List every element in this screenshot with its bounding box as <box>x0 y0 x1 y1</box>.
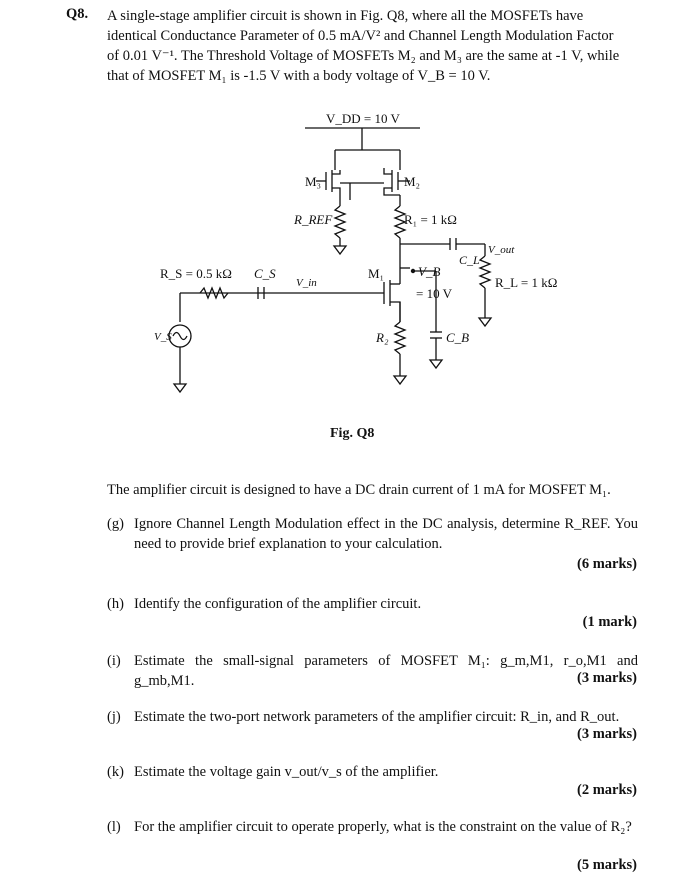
part-label: (j) <box>107 709 121 725</box>
lead-text: The amplifier circuit is designed to have a DC drain current of 1 mA for MOSFET M₁. <box>107 482 611 498</box>
part-label: (k) <box>107 764 124 780</box>
label-r1: R₁ = 1 kΩ <box>404 212 457 227</box>
part-label: (h) <box>107 596 124 612</box>
part-text: Estimate the small-signal parameters of MOSFET M₁: g_m,M1, r_o,M1 and g_mb,M1. <box>134 653 638 689</box>
label-m1: M₁ <box>368 266 385 281</box>
intro-line-3: of 0.01 V⁻¹. The Threshold Voltage of MOSFETs M₂ and M₃ are the same at -1 V, while <box>107 48 620 64</box>
label-m3: M₃ <box>305 174 322 189</box>
label-r2: R₂ <box>376 330 389 345</box>
part-j <box>107 707 638 727</box>
figure-caption: Fig. Q8 <box>330 426 375 441</box>
part-text: Estimate the voltage gain v_out/v_s of the amplifier. <box>134 764 439 780</box>
part-i <box>107 651 638 691</box>
label-rref: R_REF <box>294 212 333 227</box>
part-marks: (5 marks) <box>576 857 637 873</box>
label-vs: V_S <box>154 331 172 343</box>
label-rs: R_S = 0.5 kΩ <box>160 266 232 281</box>
part-marks: (2 marks) <box>576 782 637 798</box>
part-marks: (1 mark) <box>582 614 637 630</box>
part-label: (i) <box>107 653 121 669</box>
label-vb: V_B <box>418 264 441 279</box>
label-m2: M₂ <box>404 174 421 189</box>
part-g <box>107 514 638 554</box>
part-l <box>107 817 638 837</box>
label-vin: V_in <box>296 277 317 289</box>
label-cs: C_S <box>254 266 276 281</box>
label-cb: C_B <box>446 330 470 345</box>
label-rl: R_L = 1 kΩ <box>495 275 558 290</box>
part-label: (l) <box>107 819 121 835</box>
label-vdd: V_DD = 10 V <box>326 111 400 126</box>
part-k <box>107 762 638 782</box>
part-marks: (3 marks) <box>576 726 637 742</box>
intro-line-2: identical Conductance Parameter of 0.5 mA/V² and Channel Length Modulation Factor <box>107 28 614 44</box>
part-h <box>107 594 638 614</box>
label-cl: C_L <box>459 253 480 267</box>
part-text: Estimate the two-port network parameters of the amplifier circuit: R_in, and R_out. <box>134 709 620 725</box>
part-marks: (6 marks) <box>576 556 637 572</box>
part-text: Identify the configuration of the amplifier circuit. <box>134 596 422 612</box>
label-vout: V_out <box>488 244 515 256</box>
part-marks: (3 marks) <box>576 670 637 686</box>
part-text: Ignore Channel Length Modulation effect in the DC analysis, determine R_REF. You need to provide brief explanation to your calculation. <box>134 516 638 552</box>
part-label: (g) <box>107 516 124 532</box>
label-vb-value: = 10 V <box>416 286 452 301</box>
part-text: For the amplifier circuit to operate properly, what is the constraint on the value of R₂? <box>134 819 632 835</box>
question-number: Q8. <box>66 6 89 22</box>
intro-line-1: A single-stage amplifier circuit is shown in Fig. Q8, where all the MOSFETs have <box>107 8 584 24</box>
intro-line-4: that of MOSFET M₁ is -1.5 V with a body voltage of V_B = 10 V. <box>107 68 491 84</box>
